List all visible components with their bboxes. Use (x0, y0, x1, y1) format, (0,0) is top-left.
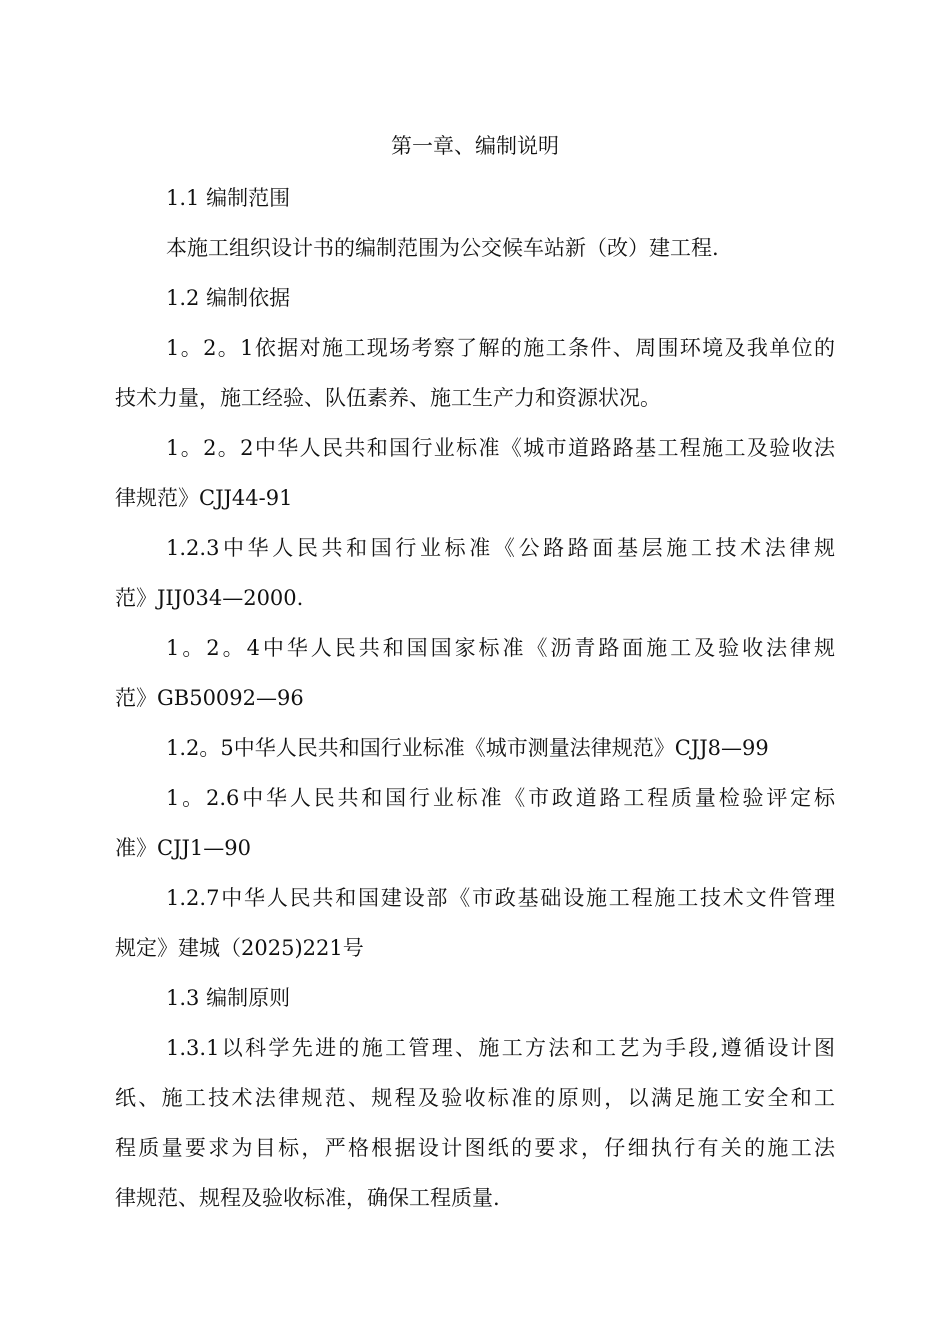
paragraph-line: 范》GB50092—96 (115, 686, 304, 710)
paragraph-line: 本施工组织设计书的编制范围为公交候车站新（改）建工程. (166, 236, 719, 260)
paragraph-line: 规定》建城（2025)221号 (115, 936, 364, 960)
paragraph-line: 1。2。1依据对施工现场考察了解的施工条件、周围环境及我单位的 (166, 336, 835, 360)
section-heading-1-2: 1.2 编制依据 (166, 286, 291, 310)
paragraph-line: 范》JIJ034—2000. (115, 586, 304, 610)
paragraph-line: 1.2.7中华人民共和国建设部《市政基础设施工程施工技术文件管理 (166, 886, 835, 910)
paragraph-line: 1。2。4中华人民共和国国家标准《沥青路面施工及验收法律规 (166, 636, 835, 660)
paragraph-line: 律规范、规程及验收标准，确保工程质量. (115, 1186, 500, 1210)
paragraph-line: 1。2.6中华人民共和国行业标准《市政道路工程质量检验评定标 (166, 786, 835, 810)
chapter-title: 第一章、编制说明 (391, 134, 559, 158)
paragraph-line: 1.2。5中华人民共和国行业标准《城市测量法律规范》CJJ8—99 (166, 736, 769, 760)
paragraph-line: 1.3.1以科学先进的施工管理、施工方法和工艺为手段,遵循设计图 (166, 1036, 835, 1060)
paragraph-line: 律规范》CJJ44-91 (115, 486, 293, 510)
paragraph-line: 程质量要求为目标，严格根据设计图纸的要求，仔细执行有关的施工法 (115, 1136, 835, 1160)
paragraph-line: 技术力量，施工经验、队伍素养、施工生产力和资源状况。 (115, 386, 661, 410)
paragraph-line: 1。2。2中华人民共和国行业标准《城市道路路基工程施工及验收法 (166, 436, 835, 460)
paragraph-line: 1.2.3中华人民共和国行业标准《公路路面基层施工技术法律规 (166, 536, 835, 560)
paragraph-line: 纸、施工技术法律规范、规程及验收标准的原则，以满足施工安全和工 (115, 1086, 835, 1110)
section-heading-1-3: 1.3 编制原则 (166, 986, 291, 1010)
section-heading-1-1: 1.1 编制范围 (166, 186, 291, 210)
paragraph-line: 准》CJJ1—90 (115, 836, 251, 860)
